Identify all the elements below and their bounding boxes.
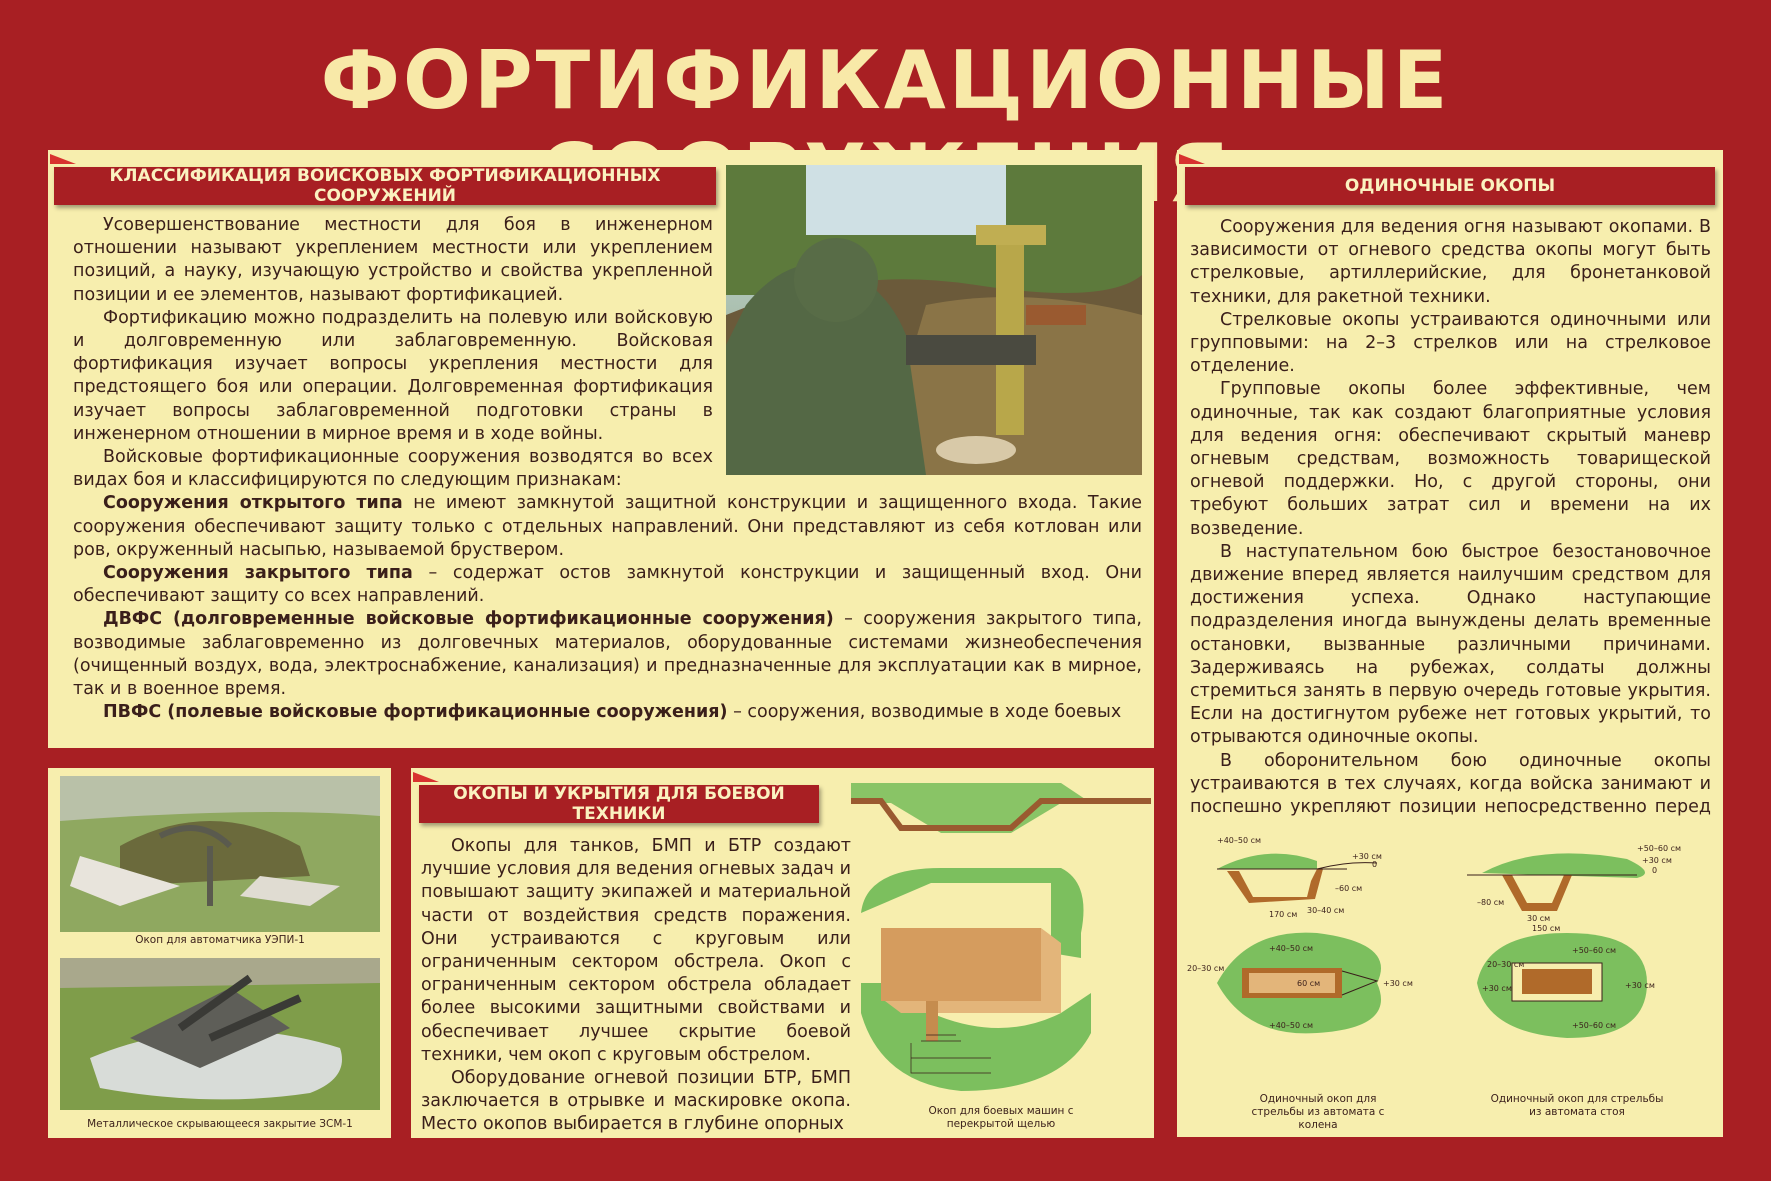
knee-dim-d: –60 см xyxy=(1335,884,1363,893)
vehicle-trench-caption: Окоп для боевых машин с перекрытой щелью xyxy=(928,1105,1074,1130)
dvfs-item xyxy=(73,608,1142,701)
stand-dim-c: 0 xyxy=(1652,866,1658,875)
single-trenches-panel xyxy=(1177,150,1723,1137)
single-p3: Групповые окопы более эффективные, чем одиночные, так как создают благоприятные условия для ведения огня: обеспечивают скрытый маневр огневым средствам, возможность товарищеской огневой поддержки. Но, с другой стороны, они требуют больших затрат сил и времени на их возведение. xyxy=(1190,379,1711,539)
uepi-caption: Окоп для автоматчика УЭПИ-1 xyxy=(135,934,305,946)
stand-trench-diagram xyxy=(1447,833,1717,1098)
dvfs-text: – сооружения закрытого типа, возводимые заблаговременно из долговечных материалов, оборудованные системами жизнеобеспечения (очищенный воздух, вода, электроснабжение, канализация) и предназначенные для эксплуатации как в мирное, так и в военное время. xyxy=(73,609,1142,700)
photos-panel xyxy=(48,768,391,1138)
vehicle-trench-diagram xyxy=(851,773,1151,1098)
single-p4: В наступательном бою быстрое безостановочное движение вперед является наилучшим средством для достижения успеха. Однако наступающие подразделения иногда вынуждены делать временные остановки, вызванные различными причинами. Задерживаясь на рубежах, солдаты должны стремиться занять в первую очередь готовые укрытия. Если на достигнутом рубеже нет готовых укрытий, то отрываются одиночные окопы. xyxy=(1190,541,1711,748)
knee-dim-i: 60 см xyxy=(1297,979,1321,988)
classification-header: КЛАССИФИКАЦИЯ ВОЙСКОВЫХ ФОРТИФИКАЦИОННЫХ СООРУЖЕНИЙ xyxy=(54,167,716,205)
knee-trench-diagram xyxy=(1187,833,1452,1098)
single-p2: Стрелковые окопы устраиваются одиночными или групповыми: на 2–3 стрелков или на стрелковое отделение. xyxy=(1190,309,1711,377)
pvfs-term: ПВФС (полевые войсковые фортификационные сооружения) xyxy=(103,702,728,723)
pvfs-item xyxy=(73,701,1142,724)
knee-dim-b: +30 см xyxy=(1352,852,1382,861)
single-p5: В оборонительном бою одиночные окопы устраиваются в тех случаях, когда войска занимают и поспешно укрепляют позиции непосредственно перед xyxy=(1190,750,1711,816)
stand-caption: Одиночный окоп для стрельбы из автомата стоя xyxy=(1490,1093,1664,1118)
stand-dim-g: +50–60 см xyxy=(1572,946,1617,955)
open-type-text: не имеют замкнутой защитной конструкции и защищенного входа. Такие сооружения обеспечивают защиту только с отдельных направлений. Они представляют из себя котлован или ров, окруженный насыпью, называемой бруствером. xyxy=(73,493,1142,560)
closed-type-text: – содержат остов замкнутой конструкции и защищенный вход. Они обеспечивают защиту со всех направлений. xyxy=(73,563,1142,607)
header-flag xyxy=(413,772,439,782)
stand-dim-k: +50–60 см xyxy=(1572,1021,1617,1030)
single-trenches-header: ОДИНОЧНЫЕ ОКОПЫ xyxy=(1185,167,1715,205)
zsm-photo xyxy=(60,958,380,1110)
vehicles-text xyxy=(421,835,851,1135)
single-trenches-text xyxy=(1190,216,1711,816)
pvfs-text: – сооружения, возводимые в ходе боевых xyxy=(727,702,1122,723)
page-title: ФОРТИФИКАЦИОННЫЕ xyxy=(320,34,1451,127)
stand-dim-j: +30 см xyxy=(1625,981,1655,990)
vehicles-header: ОКОПЫ И УКРЫТИЯ ДЛЯ БОЕВОЙ ТЕХНИКИ xyxy=(419,785,819,823)
knee-dim-c: 0 xyxy=(1372,860,1378,869)
knee-caption: Одиночный окоп для стрельбы из автомата с колена xyxy=(1251,1093,1385,1131)
knee-dim-j: +30 см xyxy=(1383,979,1413,988)
dvfs-term: ДВФС (долговременные войсковые фортификационные сооружения) xyxy=(103,609,834,630)
vehicles-p1: Окопы для танков, БМП и БТР создают лучшие условия для ведения огневых задач и повышают защиту экипажей и материальной части от воздействия средств поражения. Они устраиваются с круговым или ограниченным сектором обстрела. Окоп с ограниченным сектором обстрела обладает более высокими защитными свойствами и обеспечивает лучшее скрытие боевой техники, чем окоп с круговым обстрелом. xyxy=(421,836,851,1065)
closed-type-term: Сооружения закрытого типа xyxy=(103,563,413,584)
knee-dim-e: 170 см xyxy=(1269,910,1298,919)
classification-panel xyxy=(48,150,1154,748)
knee-dim-g: +40–50 см xyxy=(1269,944,1314,953)
open-type-term: Сооружения открытого типа xyxy=(103,493,403,514)
vehicles-panel xyxy=(411,768,1154,1138)
stand-dim-d: –80 см xyxy=(1477,898,1505,907)
uepi-photo xyxy=(60,776,380,932)
header-flag xyxy=(50,154,76,164)
stand-dim-i: +30 см xyxy=(1482,984,1512,993)
header-flag xyxy=(1179,154,1205,164)
classification-p3: Войсковые фортификационные сооружения возводятся во всех видах боя и классифицируются по следующим признакам: xyxy=(73,447,713,491)
classification-p2: Фортификацию можно подразделить на полевую или войсковую и долговременную или заблаговременную. Войсковая фортификация изучает вопросы укрепления местности для предстоящего боя или операции. Долговременная фортификация изучает вопросы заблаговременной подготовки страны в инженерном отношении в мирное время и в ходе войны. xyxy=(73,307,713,444)
stand-dim-a: +50–60 см xyxy=(1637,844,1682,853)
stand-dim-b: +30 см xyxy=(1642,856,1672,865)
single-p1: Сооружения для ведения огня называют окопами. В зависимости от огневого средства окопы могут быть стрелковые, артиллерийские, для бронетанковой техники, для ракетной техники. xyxy=(1190,217,1711,307)
open-type-item xyxy=(73,492,1142,562)
stand-dim-h: 20–30 см xyxy=(1487,960,1525,969)
knee-dim-f: 30–40 см xyxy=(1307,906,1345,915)
knee-dim-a: +40–50 см xyxy=(1217,836,1262,845)
stand-dim-f: 150 см xyxy=(1532,924,1561,933)
zsm-caption: Металлическое скрывающееся закрытие ЗСМ-1 xyxy=(87,1118,353,1130)
vehicles-p2: Оборудование огневой позиции БТР, БМП заключается в отрывке и маскировке окопа. Место окопов выбирается в глубине опорных xyxy=(421,1068,851,1135)
knee-dim-h: 20–30 см xyxy=(1187,964,1225,973)
classification-text xyxy=(73,214,1142,748)
classification-p1: Усовершенствование местности для боя в инженерном отношении называют укреплением местности или укреплением позиций, а науку, изучающую устройство и свойства укрепленной позиции и ее элементов, называют фортификацией. xyxy=(73,215,713,305)
closed-type-item xyxy=(73,562,1142,608)
stand-dim-e: 30 см xyxy=(1527,914,1551,923)
knee-dim-k: +40–50 см xyxy=(1269,1021,1314,1030)
